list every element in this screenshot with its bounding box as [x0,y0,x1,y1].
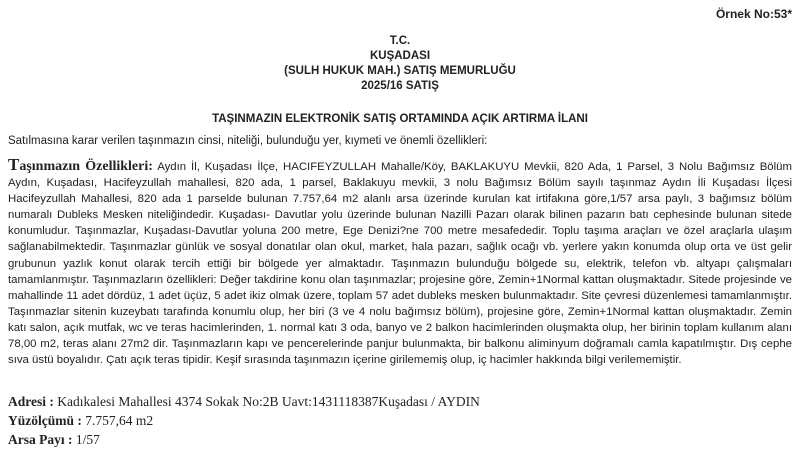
land-share-label: Arsa Payı : [8,432,73,447]
header-district: KUŞADASI [369,50,431,62]
area-row [8,413,153,429]
header-file-number: 2025/16 SATIŞ [361,80,439,92]
header-office: (SULH HUKUK MAH.) SATIŞ MEMURLUĞU [284,65,516,77]
header-republic: T.C. [389,35,411,47]
document-header [0,34,800,94]
land-share-value: 1/57 [75,432,100,447]
address-label: Adresi : [8,394,54,409]
area-value: 7.757,64 m2 [85,413,154,428]
property-features-label [8,155,153,174]
sample-number: Örnek No:53* [715,7,792,21]
address-value: Kadıkalesi Mahallesi 4374 Sokak No:2B Uavt:1431118387Kuşadası / AYDIN [57,394,480,409]
property-description [8,157,792,368]
intro-text: Satılmasına karar verilen taşınmazın cinsi, niteliği, bulunduğu yer, kıymeti ve önemli özellikleri: [8,135,488,147]
land-share-row [8,432,100,448]
area-label: Yüzölçümü : [8,413,82,428]
property-features-text: Aydın İl, Kuşadası İlçe, HACIFEYZULLAH Mahalle/Köy, BAKLAKUYU Mevkii, 820 Ada, 1 Parsel, 3 Nolu Bağımsız Bölüm Aydın, Kuşadası, Hacifeyzullah mahallesi, 820 ada, 1 parsel, Baklakuyu mevkii, 3 nolu Bağımsız Bölüm sayılı taşınmaz Aydın İli Kuşadası İlçesi Hacifeyzullah Mahallesi, 820 ada 1 parselde bulunan 7.757,64 m2 alanlı arsa üzerinde kurulan kat irtifakına göre,1/57 arsa paylı, 3 bağımsız bölüm numaralı Dubleks Mesken niteliğindedir. Kuşadası- Davutlar yolu üzerinde bulunan Nazilli Pazarı olarak bilinen pazarın batı cephesinde bulunan sitede konumludur. Taşınmazlar, Kuşadası-Davutlar yoluna 200 metre, Ege Denizi?ne 700 metre mesafededir. Toplu taşıma araçları ve özel araçlarla ulaşım sağlanabilmektedir. Taşınmazlar günlük ve sosyal donatılar olan okul, market, hala pazarı, sağlık ocağı vb. yerlere yakın konumda olup orta ve üst gelir grubunun yazlık konut olarak tercih ettiği bir bölgede yer almaktadır. Taşınmazın bulunduğu bölgede su, elektrik, telefon vb. altyapı çalışmaları tamamlanmıştır. Taşınmazların özellikleri: Değer takdirine konu olan taşınmazlar; projesine göre, Zemin+1Normal kattan oluşmaktadır. Sitede projesinde ve mahallinde 11 adet dördüz, 1 adet üçüz, 5 adet ikiz olmak üzere, toplam 57 adet dubleks mesken bulunmaktadır. Site çevresi düzenlemesi tamamlanmıştır. Taşınmazlar sitenin kuzeybatı tarafında konumlu olup, her biri (3 ve 4 nolu bağımsız bölüm), projesine göre, Zemin+1Normal kattan oluşmaktadır. Zemin katı salon, açık mutfak, wc ve teras hacimlerinden, 1. normal katı 3 oda, banyo ve 2 balkon hacimlerinden oluşmakta olup, her birinin toplam kullanım alanı 78,00 m2, teras alanı 27m2 dir. Taşınmazların kapı ve pencerelerinde panjur bulunmakta, bir balkonu aliminyum doğramalı camla kapatılmıştır. Dış cephe sıva üstü boyalıdır. Çatı açık teras tipidir. Keşif sırasında taşınmazın içerine girilememiş olup, iç hacimler hakkında bilgi verilememiştir. [8,161,792,367]
label-first-letter: T [8,155,20,174]
label-rest: aşınmazın Özellikleri: [19,159,153,174]
document-title: TAŞINMAZIN ELEKTRONİK SATIŞ ORTAMINDA AÇIK ARTIRMA İLANI [212,113,588,125]
address-row [8,394,480,410]
